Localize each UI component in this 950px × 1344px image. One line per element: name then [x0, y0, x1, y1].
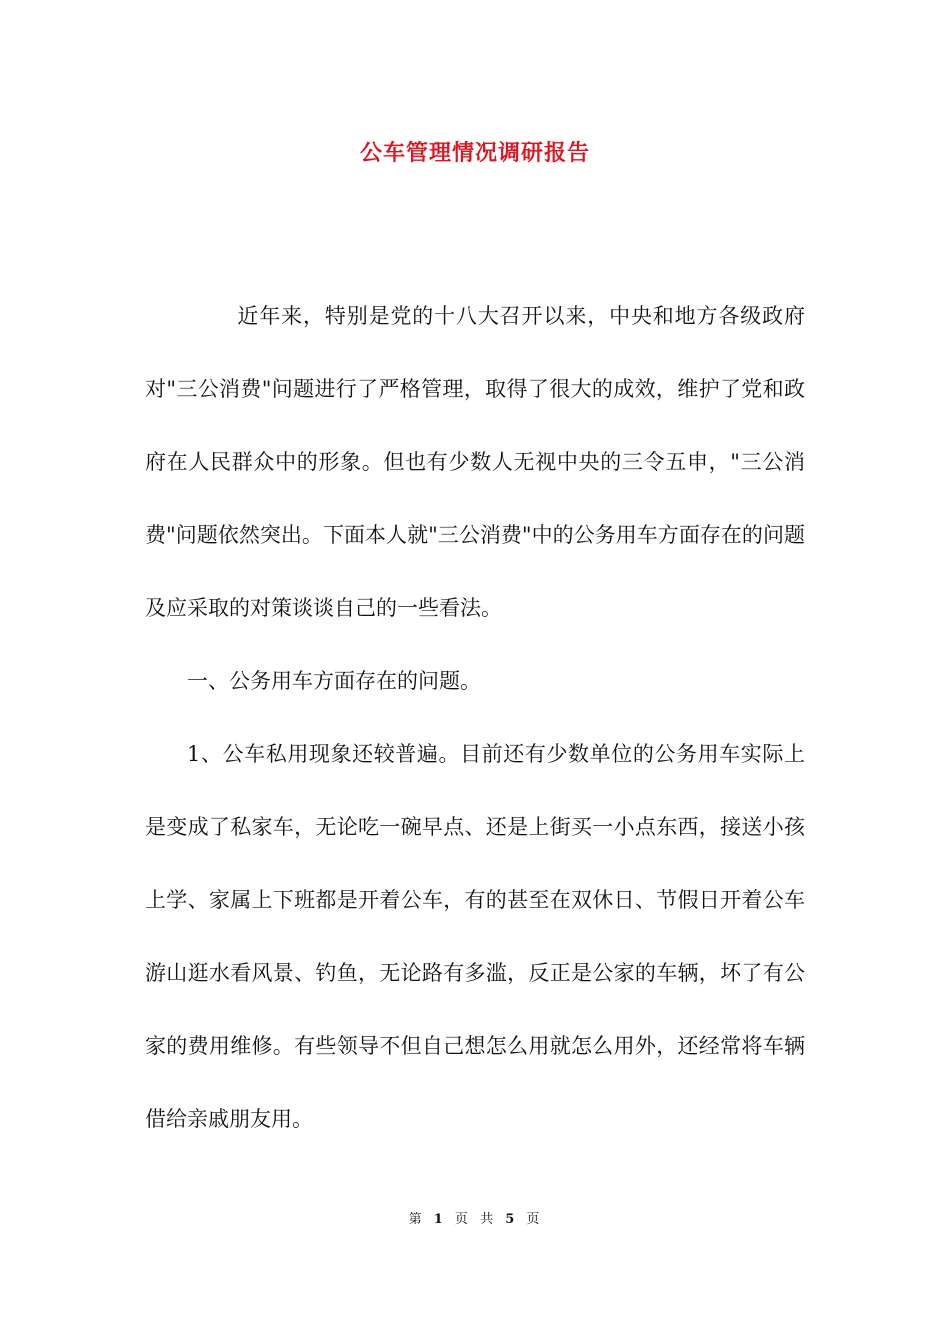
footer-total-prefix: 共 — [480, 1212, 496, 1227]
footer-total-unit: 页 — [526, 1212, 542, 1227]
page-number-footer — [0, 1208, 950, 1227]
paragraph-point-1: 1、公车私用现象还较普遍。目前还有少数单位的公务用车实际上是变成了私家车，无论吃一碗早点、还是上街买一小点东西，接送小孩上学、家属上下班都是开着公车，有的甚至在双休日、节假日开着公车游山逛水看风景、钓鱼，无论路有多滥，反正是公家的车辆，坏了有公家的费用维修。有些领导不但自己想怎么用就怎么用外，还经常将车辆借给亲戚朋友用。 — [145, 742, 805, 1131]
footer-prefix: 第 — [408, 1212, 424, 1227]
footer-total-pages: 5 — [505, 1212, 517, 1227]
footer-current-page: 1 — [433, 1212, 445, 1227]
paragraph-intro: 近年来，特别是党的十八大召开以来，中央和地方各级政府对"三公消费"问题进行了严格管理，取得了很大的成效，维护了党和政府在人民群众中的形象。但也有少数人无视中央的三令五申，"三公消费"问题依然突出。下面本人就"三公消费"中的公务用车方面存在的问题及应采取的对策谈谈自己的一些看法。 — [145, 304, 805, 620]
paragraph-section-heading: 一、公务用车方面存在的问题。 — [187, 669, 481, 693]
document-body — [145, 280, 805, 1156]
document-title: 公车管理情况调研报告 — [359, 140, 590, 166]
footer-page-unit: 页 — [454, 1212, 470, 1227]
